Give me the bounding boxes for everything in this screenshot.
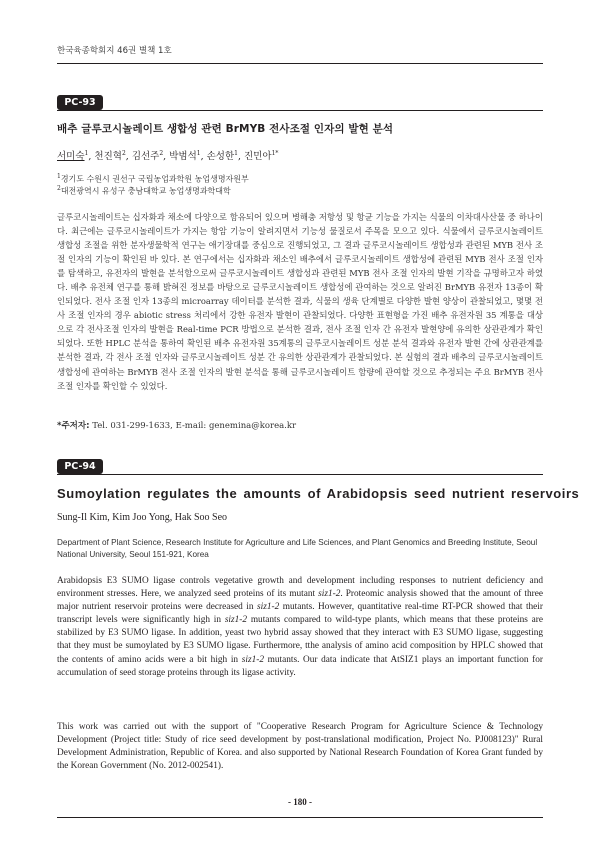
footer-rule — [57, 817, 543, 818]
section-rule-pc93 — [57, 110, 543, 111]
abstract-text: mutants compared to wild-type plants, which means that these proteins are stabilized by E3 SUMO ligase. In addition, yeast two hybrid assay showed that they interact with E3 SUMO ligase, suggesting that they must be sumoylated by E3 SUMO ligase. Furthermore, tthe analysis of amino acid composition by HPLC showed that the contents of amino acids were a bit high in — [57, 615, 543, 665]
author-name: 김선주 — [131, 151, 160, 162]
abstract-text: mutants. However, quantitative real-time RT-PCR showed that their transcript levels were significantly high in — [57, 602, 543, 626]
author-sup: 1 — [84, 149, 89, 157]
author-name: 천진혁 — [94, 151, 122, 162]
running-header: 한국육종학회지 46권 별책 1호 — [57, 46, 172, 56]
contact-info: Tel. 031-299-1633, E-mail: genemina@korea.kr — [92, 421, 297, 431]
author-sup: 1 — [196, 149, 201, 157]
affiliation-2 — [57, 183, 231, 198]
abstract-badge-pc94: PC-94 — [57, 459, 103, 474]
abstract-title-en: Sumoylation regulates the amounts of Arabidopsis seed nutrient reservoirs — [57, 486, 580, 501]
author-list-ko: 서미숙$^1$, 천진혁$^2$, 김선주$^2$, 박범석$^1$, 손성한$^1$, 진민아$^{1*}$ — [57, 149, 279, 162]
author-name: 손성한 — [206, 151, 235, 162]
gene-name: siz1-2 — [241, 654, 264, 665]
affiliation-sup: 2 — [57, 185, 61, 192]
author-name: 박범석 — [169, 151, 197, 162]
gene-name: siz1-2 — [257, 602, 280, 613]
abstract-text: Arabidopsis E3 SUMO ligase controls vegetative growth and development including responses to nutrient deficiency and environment stresses. Here, we analyzed seed proteins of its mutant — [57, 576, 543, 600]
author-sup: 1 — [234, 149, 238, 157]
page-number: - 180 - — [288, 797, 312, 807]
affiliation-sup: 1 — [57, 173, 61, 180]
abstract-body-en — [57, 575, 543, 680]
abstract-title-ko: 배추 글루코시놀레이트 생합성 관련 BrMYB 전사조절 인자의 발현 분석 — [57, 123, 394, 135]
header-rule — [57, 63, 543, 64]
abstract-badge-pc93: PC-93 — [57, 95, 103, 110]
author-sup: 2 — [121, 149, 126, 157]
gene-name: siz1-2 — [224, 615, 248, 626]
contact-label: *주저자: — [57, 421, 90, 431]
abstract-body-ko: 글루코시놀레이트는 십자화과 채소에 다양으로 함유되어 있으며 병해충 저항성 및 항균 기능을 가지는 식물의 이차대사산물 중 하나이다. 최근에는 글루코시놀레이트가 가지는 항암 기능이 알려지면서 기능성 물질로서 주목을 모으고 있다. 식물에서 글루코시놀레이트 생합성 조절을 위한 분자생물학적 연구는 애기장대를 중심으로 진행되었고, 그 결과 글루코시놀레이트 생합성과 관련된 MYB 전사 조절 인자의 기능이 확인된 바 있다. 본 연구에서는 십자화과 채소인 배추에서 글루코시놀레이트 생합성에 관련된 MYB 전사 조절 인자를 탐색하고, 유전자의 발현을 분석함으로써 글루코시놀레이트 생합성과 관련된 MYB 전사 조절 인자의 발현 기작을 규명하고자 하였다. 배추 유전체 연구를 통해 밝혀진 정보를 바탕으로 글루코시놀레이트 생합성에 관여하는 것으로 알려진 BrMYB 유전자 13종이 확인되었다. 전사 조절 인자 13종의 microarray 데이터를 분석한 결과, 식물의 생육 단계별로 다양한 발현 양상이 관찰되었고, 몇몇 전사 조절 인자의 경우 abiotic stress 처리에서 강한 유전자 발현이 관찰되었다. 다양한 표현형을 가진 배추 유전자원 35 계통을 대상으로 각 전사조절 인자의 발현을 Real-time PCR 방법으로 분석한 결과, 전사 조절 인자 간 유전자 발현양에 유의한 상관관계가 확인되었다. 또한 HPLC 분석을 통하여 확인된 배추 유전자원 35계통의 글루코시놀레이트 성분 분석 결과와 유전자 발현 간에 상관관계를 분석한 결과, 각 전사 조절 인자와 글루코시놀레이트 성분 간 유의한 상관관계가 관찰되었다. 본 실험의 결과 배추의 글루코시놀레이트 생합성에 관여하는 BrMYB 전사 조절 인자의 발현 분석을 통해 글루코시놀레이트 함량에 관여할 것으로 추정되는 주요 BrMYB 전사 조절 인자를 확인할 수 있었다. — [57, 212, 543, 391]
contact-line — [57, 419, 296, 431]
gene-name: siz1-2 — [318, 589, 341, 600]
affiliation-text: 경기도 수원시 권선구 국립농업과학원 농업생명자원부 — [60, 174, 249, 184]
affiliation-text: 대전광역시 유성구 충남대학교 농업생명과학대학 — [60, 186, 231, 196]
author-name: 서미숙 — [57, 151, 85, 162]
author-list-en: Sung-Il Kim, Kim Joo Yong, Hak Soo Seo — [57, 512, 228, 523]
author-name: 진민아 — [244, 151, 272, 162]
abstract-text: mutants. Our data indicate that AtSIZ1 plays an important function for accumulation of seed storage proteins through its ligase activity. — [57, 654, 543, 678]
affiliation-en: Department of Plant Science, Research Institute for Agriculture and Life Sciences, and Plant Genomics and Breeding Institute, Seoul National University, Seoul 151-921, Korea — [57, 538, 538, 559]
section-rule-pc94 — [57, 474, 543, 475]
author-sup: 2 — [159, 149, 164, 157]
funding-statement: This work was carried out with the support of "Cooperative Research Program for Agriculture Science & Technology Development (Project title: Study of rice seed development by post-translational modification, Project No. PJ008123)" Rural Development Administration, Republic of Korea. and also supported by National Research Foundation of Korea Grant funded by the Korean Government (No. 2012-002541). — [57, 722, 543, 772]
abstract-text: . Proteomic analysis showed that the amount of three major nutrient reservoir proteins were decreased in — [57, 589, 543, 613]
author-sup: 1* — [271, 149, 279, 157]
